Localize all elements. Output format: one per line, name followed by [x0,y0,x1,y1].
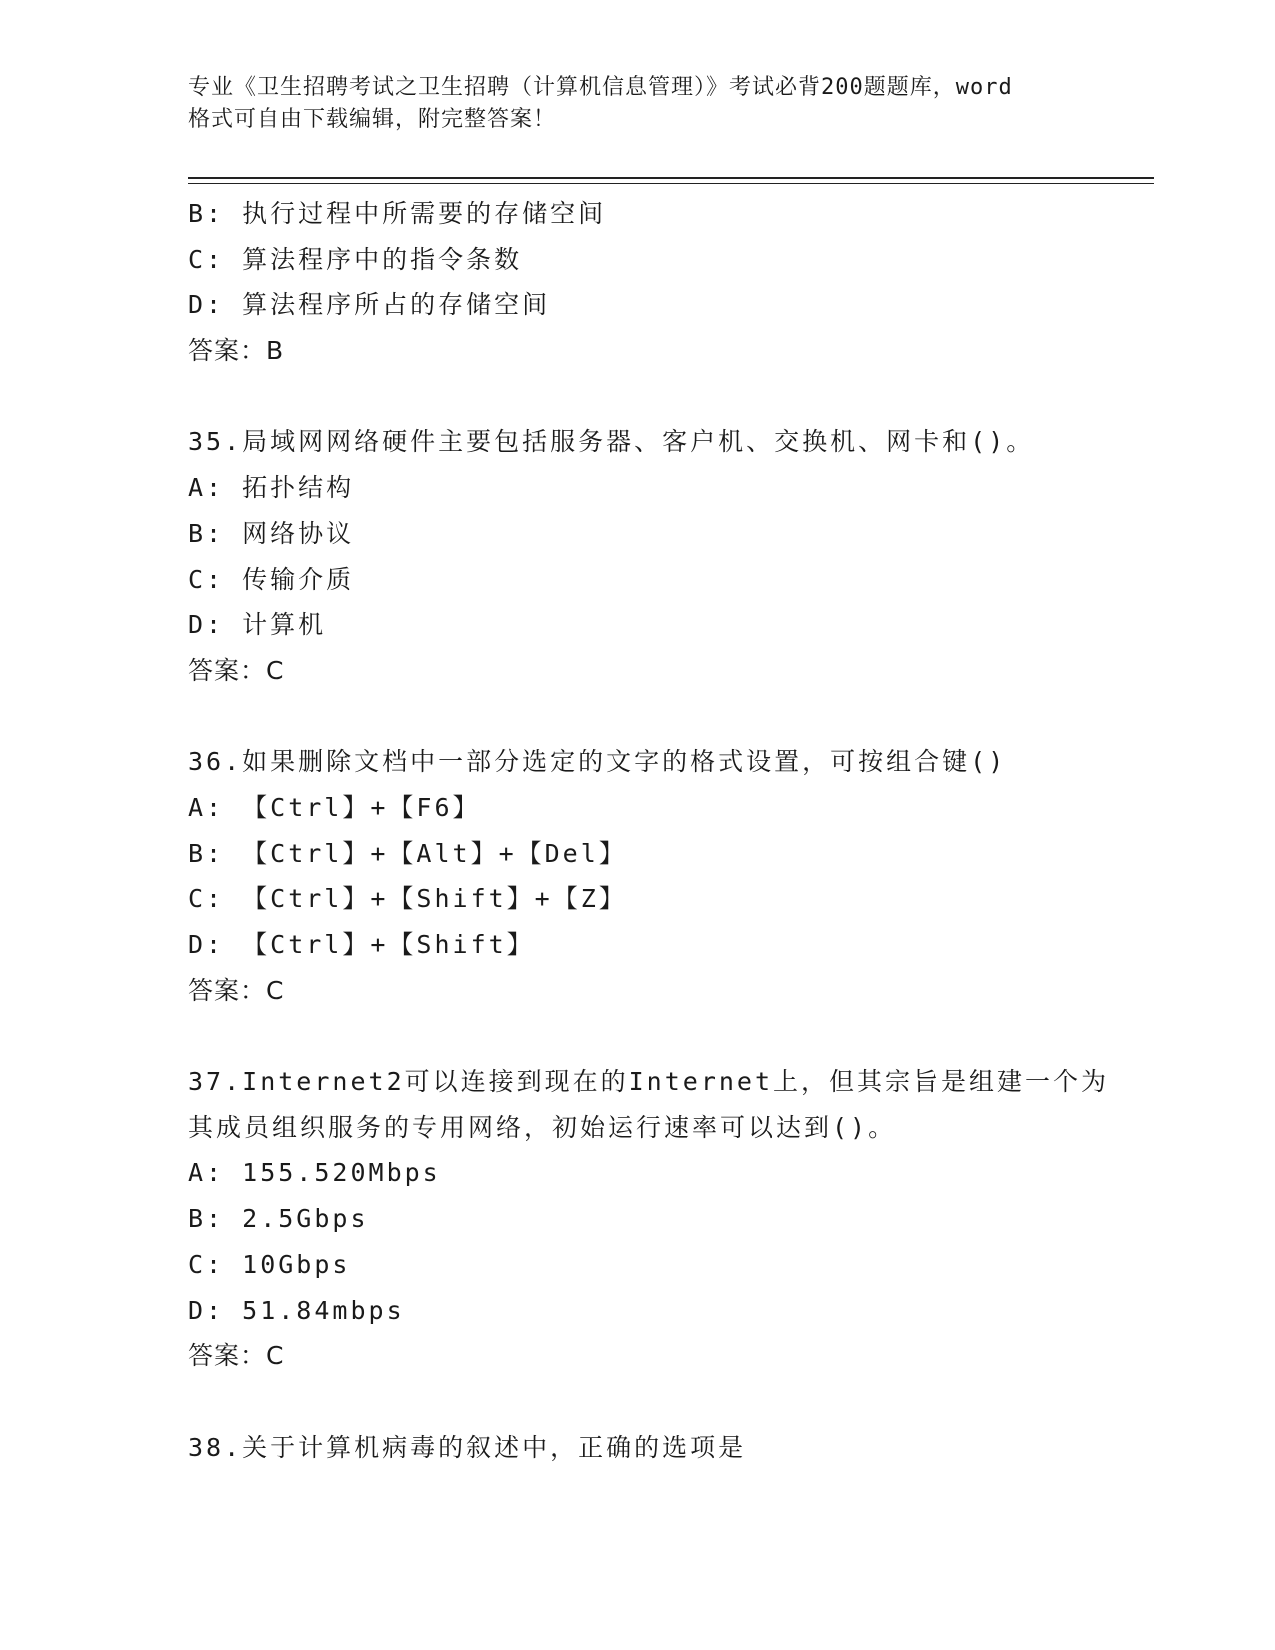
option-b: B: 2.5Gbps [188,1204,369,1234]
spacer [188,1013,1148,1059]
option-a: A: 【Ctrl】+【F6】 [188,792,481,822]
question-list [188,191,1148,1470]
option-c: C: 传输介质 [188,564,355,594]
option-b: B: 执行过程中所需要的存储空间 [188,199,607,228]
question-36 [188,739,1148,1013]
header-divider-thick [188,177,1154,179]
option-c: C: 10Gbps [188,1249,351,1279]
option-c: C: 算法程序中的指令条数 [188,244,523,274]
question-stem: 35.局域网网络硬件主要包括服务器、客户机、交换机、网卡和()。 [188,427,1035,457]
document-header [188,72,1088,136]
question-stem-line-1: 37.Internet2可以连接到现在的Internet上，但其宗旨是组建一个为 [188,1067,1110,1097]
spacer [188,374,1148,420]
option-a: A: 拓扑结构 [188,473,355,503]
option-c: C: 【Ctrl】+【Shift】+【Z】 [188,884,627,914]
question-stem-line-2: 其成员组织服务的专用网络，初始运行速率可以达到()。 [188,1112,897,1142]
option-d: D: 51.84mbps [188,1295,405,1325]
spacer [188,1379,1148,1425]
option-d: D: 计算机 [188,610,327,640]
question-stem: 36.如果删除文档中一部分选定的文字的格式设置，可按组合键() [188,747,1007,777]
question-37 [188,1059,1148,1379]
question-35 [188,419,1148,693]
header-divider-thin [188,183,1154,184]
header-line-2: 格式可自由下载编辑，附完整答案！ [188,107,557,132]
answer-line: 答案：C [188,975,285,1005]
spacer [188,694,1148,740]
option-d: D: 算法程序所占的存储空间 [188,290,551,320]
question-stem: 38.关于计算机病毒的叙述中，正确的选项是 [188,1432,747,1462]
option-a: A: 155.520Mbps [188,1158,441,1188]
answer-line: 答案：C [188,1341,285,1371]
header-line-1: 专业《卫生招聘考试之卫生招聘（计算机信息管理）》考试必背200题题库，word [188,75,1013,100]
option-b: B: 【Ctrl】+【Alt】+【Del】 [188,838,627,868]
question-38 [188,1425,1148,1471]
answer-line: 答案：C [188,655,285,685]
answer-line: 答案：B [188,336,285,366]
question-34 [188,191,1148,374]
option-d: D: 【Ctrl】+【Shift】 [188,930,535,959]
option-b: B: 网络协议 [188,518,355,548]
